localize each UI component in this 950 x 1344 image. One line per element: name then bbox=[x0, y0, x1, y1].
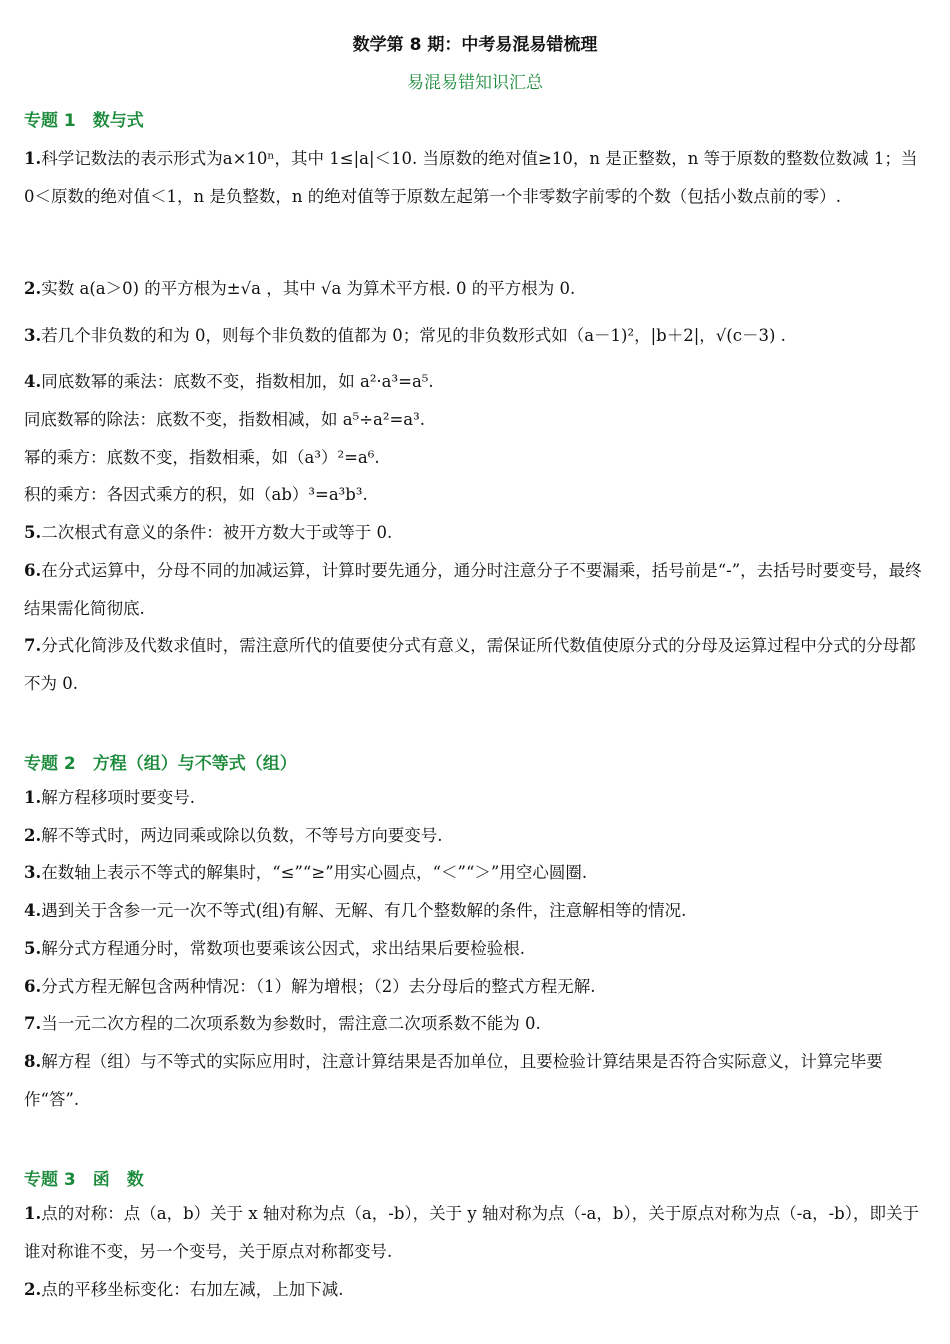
section-heading-3: 专题 3 函 数 bbox=[24, 1170, 144, 1190]
item-text: 解不等式时，两边同乘或除以负数，不等号方向要变号. bbox=[41, 826, 443, 845]
item-text: 分式化简涉及代数求值时，需注意所代的值要使分式有意义，需保证所代数值使原分式的分母及运算过程中分式的分母都不为 0. bbox=[24, 636, 916, 693]
list-item bbox=[24, 409, 929, 431]
item-number: 8. bbox=[24, 1052, 42, 1071]
item-number: 2. bbox=[24, 1280, 42, 1299]
item-text: 在数轴上表示不等式的解集时，“≤”“≥”用实心圆点，“＜”“＞”用空心圆圈. bbox=[41, 863, 588, 882]
item-number: 4. bbox=[24, 901, 42, 920]
item-number: 2. bbox=[24, 279, 42, 298]
item-text: 实数 a(a＞0) 的平方根为±√a ，其中 √a 为算术平方根. 0 的平方根为 0. bbox=[41, 279, 576, 298]
list-item bbox=[24, 825, 929, 847]
section-heading-2: 专题 2 方程（组）与不等式（组） bbox=[24, 754, 297, 774]
item-text: 二次根式有意义的条件：被开方数大于或等于 0. bbox=[41, 523, 393, 542]
item-text: 若几个非负数的和为 0，则每个非负数的值都为 0；常见的非负数形式如（a－1)²，|b＋2|，√(c－3) . bbox=[41, 326, 786, 345]
item-text: 点的平移坐标变化：右加左减，上加下减. bbox=[41, 1280, 344, 1299]
list-item bbox=[24, 371, 929, 393]
list-item bbox=[24, 1043, 929, 1119]
list-item bbox=[24, 1195, 929, 1271]
page-title: 数学第 8 期：中考易混易错梳理 bbox=[352, 35, 598, 55]
item-number: 3. bbox=[24, 863, 42, 882]
list-item bbox=[24, 552, 929, 628]
item-text: 同底数幂的乘法：底数不变，指数相加，如 a²·a³=a⁵. bbox=[41, 372, 434, 391]
list-item bbox=[24, 900, 929, 922]
item-number: 6. bbox=[24, 561, 42, 580]
item-number: 3. bbox=[24, 326, 42, 345]
item-number: 7. bbox=[24, 636, 42, 655]
list-item bbox=[24, 278, 929, 300]
item-text: 科学记数法的表示形式为a×10ⁿ，其中 1≤|a|＜10. 当原数的绝对值≥10，n 是正整数，n 等于原数的整数位数减 1；当 0＜原数的绝对值＜1，n 是负整数，n 的绝对值等于原数左起第一个非零数字前零的个数（包括小数点前的零）. bbox=[24, 149, 918, 206]
item-text: 在分式运算中，分母不同的加减运算，计算时要先通分，通分时注意分子不要漏乘，括号前是“-”，去括号时要变号，最终结果需化简彻底. bbox=[24, 561, 922, 618]
list-item bbox=[24, 938, 929, 960]
list-item bbox=[24, 325, 929, 347]
item-number: 5. bbox=[24, 939, 42, 958]
item-number: 2. bbox=[24, 826, 42, 845]
item-text: 当一元二次方程的二次项系数为参数时，需注意二次项系数不能为 0. bbox=[41, 1014, 541, 1033]
list-item bbox=[24, 1279, 929, 1301]
item-number: 6. bbox=[24, 977, 42, 996]
page-subtitle: 易混易错知识汇总 bbox=[407, 73, 543, 93]
list-item bbox=[24, 484, 929, 506]
item-number: 1. bbox=[24, 149, 42, 168]
item-text: 点的对称：点（a，b）关于 x 轴对称为点（a，-b），关于 y 轴对称为点（-a，b），关于原点对称为点（-a，-b），即关于谁对称谁不变，另一个变号，关于原点对称都变号. bbox=[24, 1204, 919, 1261]
item-text: 积的乘方：各因式乘方的积，如（ab）³=a³b³. bbox=[24, 485, 368, 504]
list-item bbox=[24, 976, 929, 998]
section-heading-1: 专题 1 数与式 bbox=[24, 111, 144, 131]
item-text: 分式方程无解包含两种情况：（1）解为增根；（2）去分母后的整式方程无解. bbox=[41, 977, 596, 996]
list-item bbox=[24, 1013, 929, 1035]
list-item bbox=[24, 787, 929, 809]
item-text: 幂的乘方：底数不变，指数相乘，如（a³）²=a⁶. bbox=[24, 448, 380, 467]
item-number: 1. bbox=[24, 1204, 42, 1223]
item-text: 解方程（组）与不等式的实际应用时，注意计算结果是否加单位，且要检验计算结果是否符合实际意义，计算完毕要作“答”. bbox=[24, 1052, 883, 1109]
list-item bbox=[24, 447, 929, 469]
item-text: 解方程移项时要变号. bbox=[41, 788, 195, 807]
list-item bbox=[24, 140, 929, 216]
item-number: 7. bbox=[24, 1014, 42, 1033]
item-text: 遇到关于含参一元一次不等式(组)有解、无解、有几个整数解的条件，注意解相等的情况. bbox=[41, 901, 687, 920]
item-text: 解分式方程通分时，常数项也要乘该公因式，求出结果后要检验根. bbox=[41, 939, 525, 958]
list-item bbox=[24, 862, 929, 884]
list-item bbox=[24, 522, 929, 544]
item-number: 5. bbox=[24, 523, 42, 542]
item-number: 4. bbox=[24, 372, 42, 391]
list-item bbox=[24, 627, 929, 703]
item-text: 同底数幂的除法：底数不变，指数相减，如 a⁵÷a²=a³. bbox=[24, 410, 425, 429]
item-number: 1. bbox=[24, 788, 42, 807]
